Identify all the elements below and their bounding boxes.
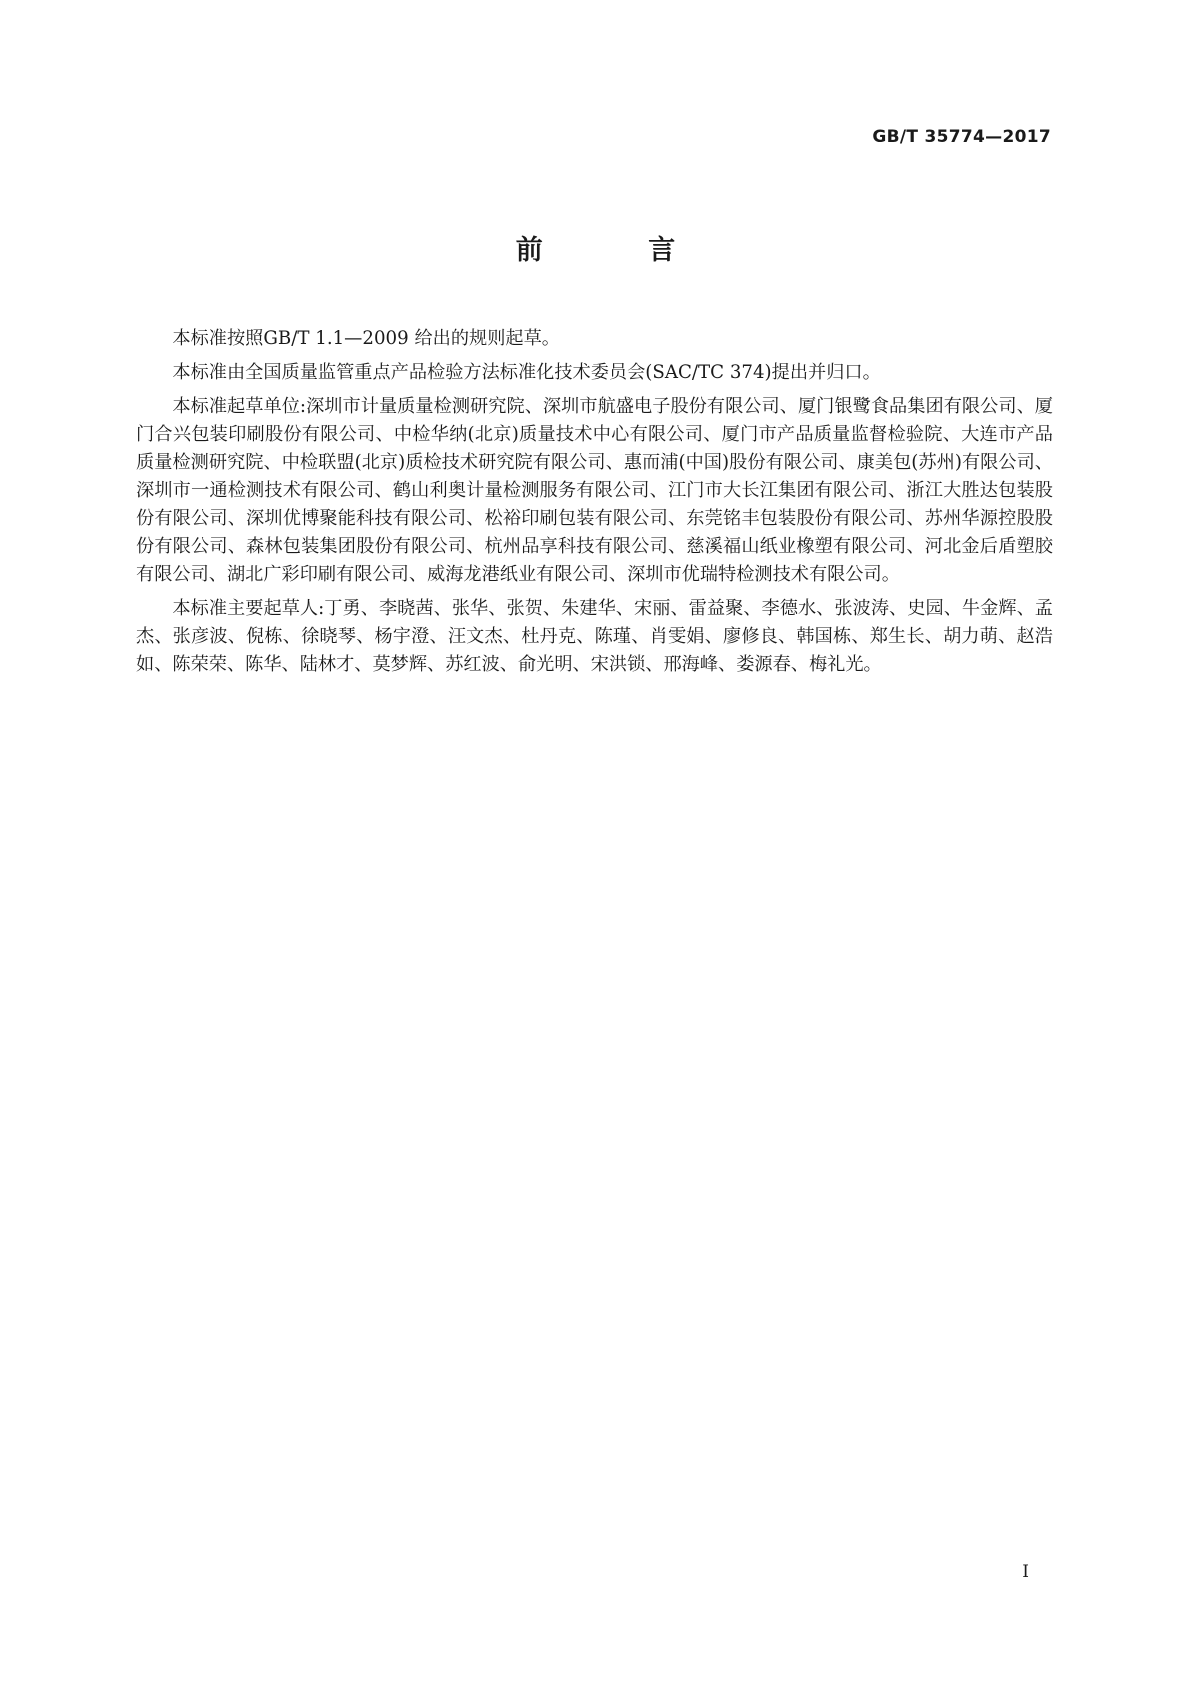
foreword-body [136, 325, 1053, 685]
paragraph-drafting-units: 本标准起草单位:深圳市计量质量检测研究院、深圳市航盛电子股份有限公司、厦门银鹭食品集团有限公司、厦门合兴包装印刷股份有限公司、中检华纳(北京)质量技术中心有限公司、厦门市产品质量监督检验院、大连市产品质量检测研究院、中检联盟(北京)质检技术研究院有限公司、惠而浦(中国)股份有限公司、康美包(苏州)有限公司、深圳市一通检测技术有限公司、鹤山利奥计量检测服务有限公司、江门市大长江集团有限公司、浙江大胜达包装股份有限公司、深圳优博聚能科技有限公司、松裕印刷包装有限公司、东莞铭丰包装股份有限公司、苏州华源控股股份有限公司、森林包装集团股份有限公司、杭州品享科技有限公司、慈溪福山纸业橡塑有限公司、河北金后盾塑胶有限公司、湖北广彩印刷有限公司、威海龙港纸业有限公司、深圳市优瑞特检测技术有限公司。 [136, 396, 1053, 585]
paragraph-proposer: 本标准由全国质量监管重点产品检验方法标准化技术委员会(SAC/TC 374)提出并归口。 [172, 362, 881, 383]
standard-number: GB/T 35774—2017 [872, 127, 1051, 147]
page-title: 前 言 [515, 235, 724, 266]
paragraph-drafting-rules: 本标准按照GB/T 1.1—2009 给出的规则起草。 [172, 328, 560, 349]
paragraph-drafters: 本标准主要起草人:丁勇、李晓茜、张华、张贺、朱建华、宋丽、雷益聚、李德水、张波涛、史园、牛金辉、孟杰、张彦波、倪栋、徐晓琴、杨宇澄、汪文杰、杜丹克、陈瑾、肖雯娟、廖修良、韩国栋、郑生长、胡力萌、赵浩如、陈荣荣、陈华、陆林才、莫梦辉、苏红波、俞光明、宋洪锁、邢海峰、娄源春、梅礼光。 [136, 598, 1053, 675]
page-number: I [1022, 1562, 1029, 1582]
